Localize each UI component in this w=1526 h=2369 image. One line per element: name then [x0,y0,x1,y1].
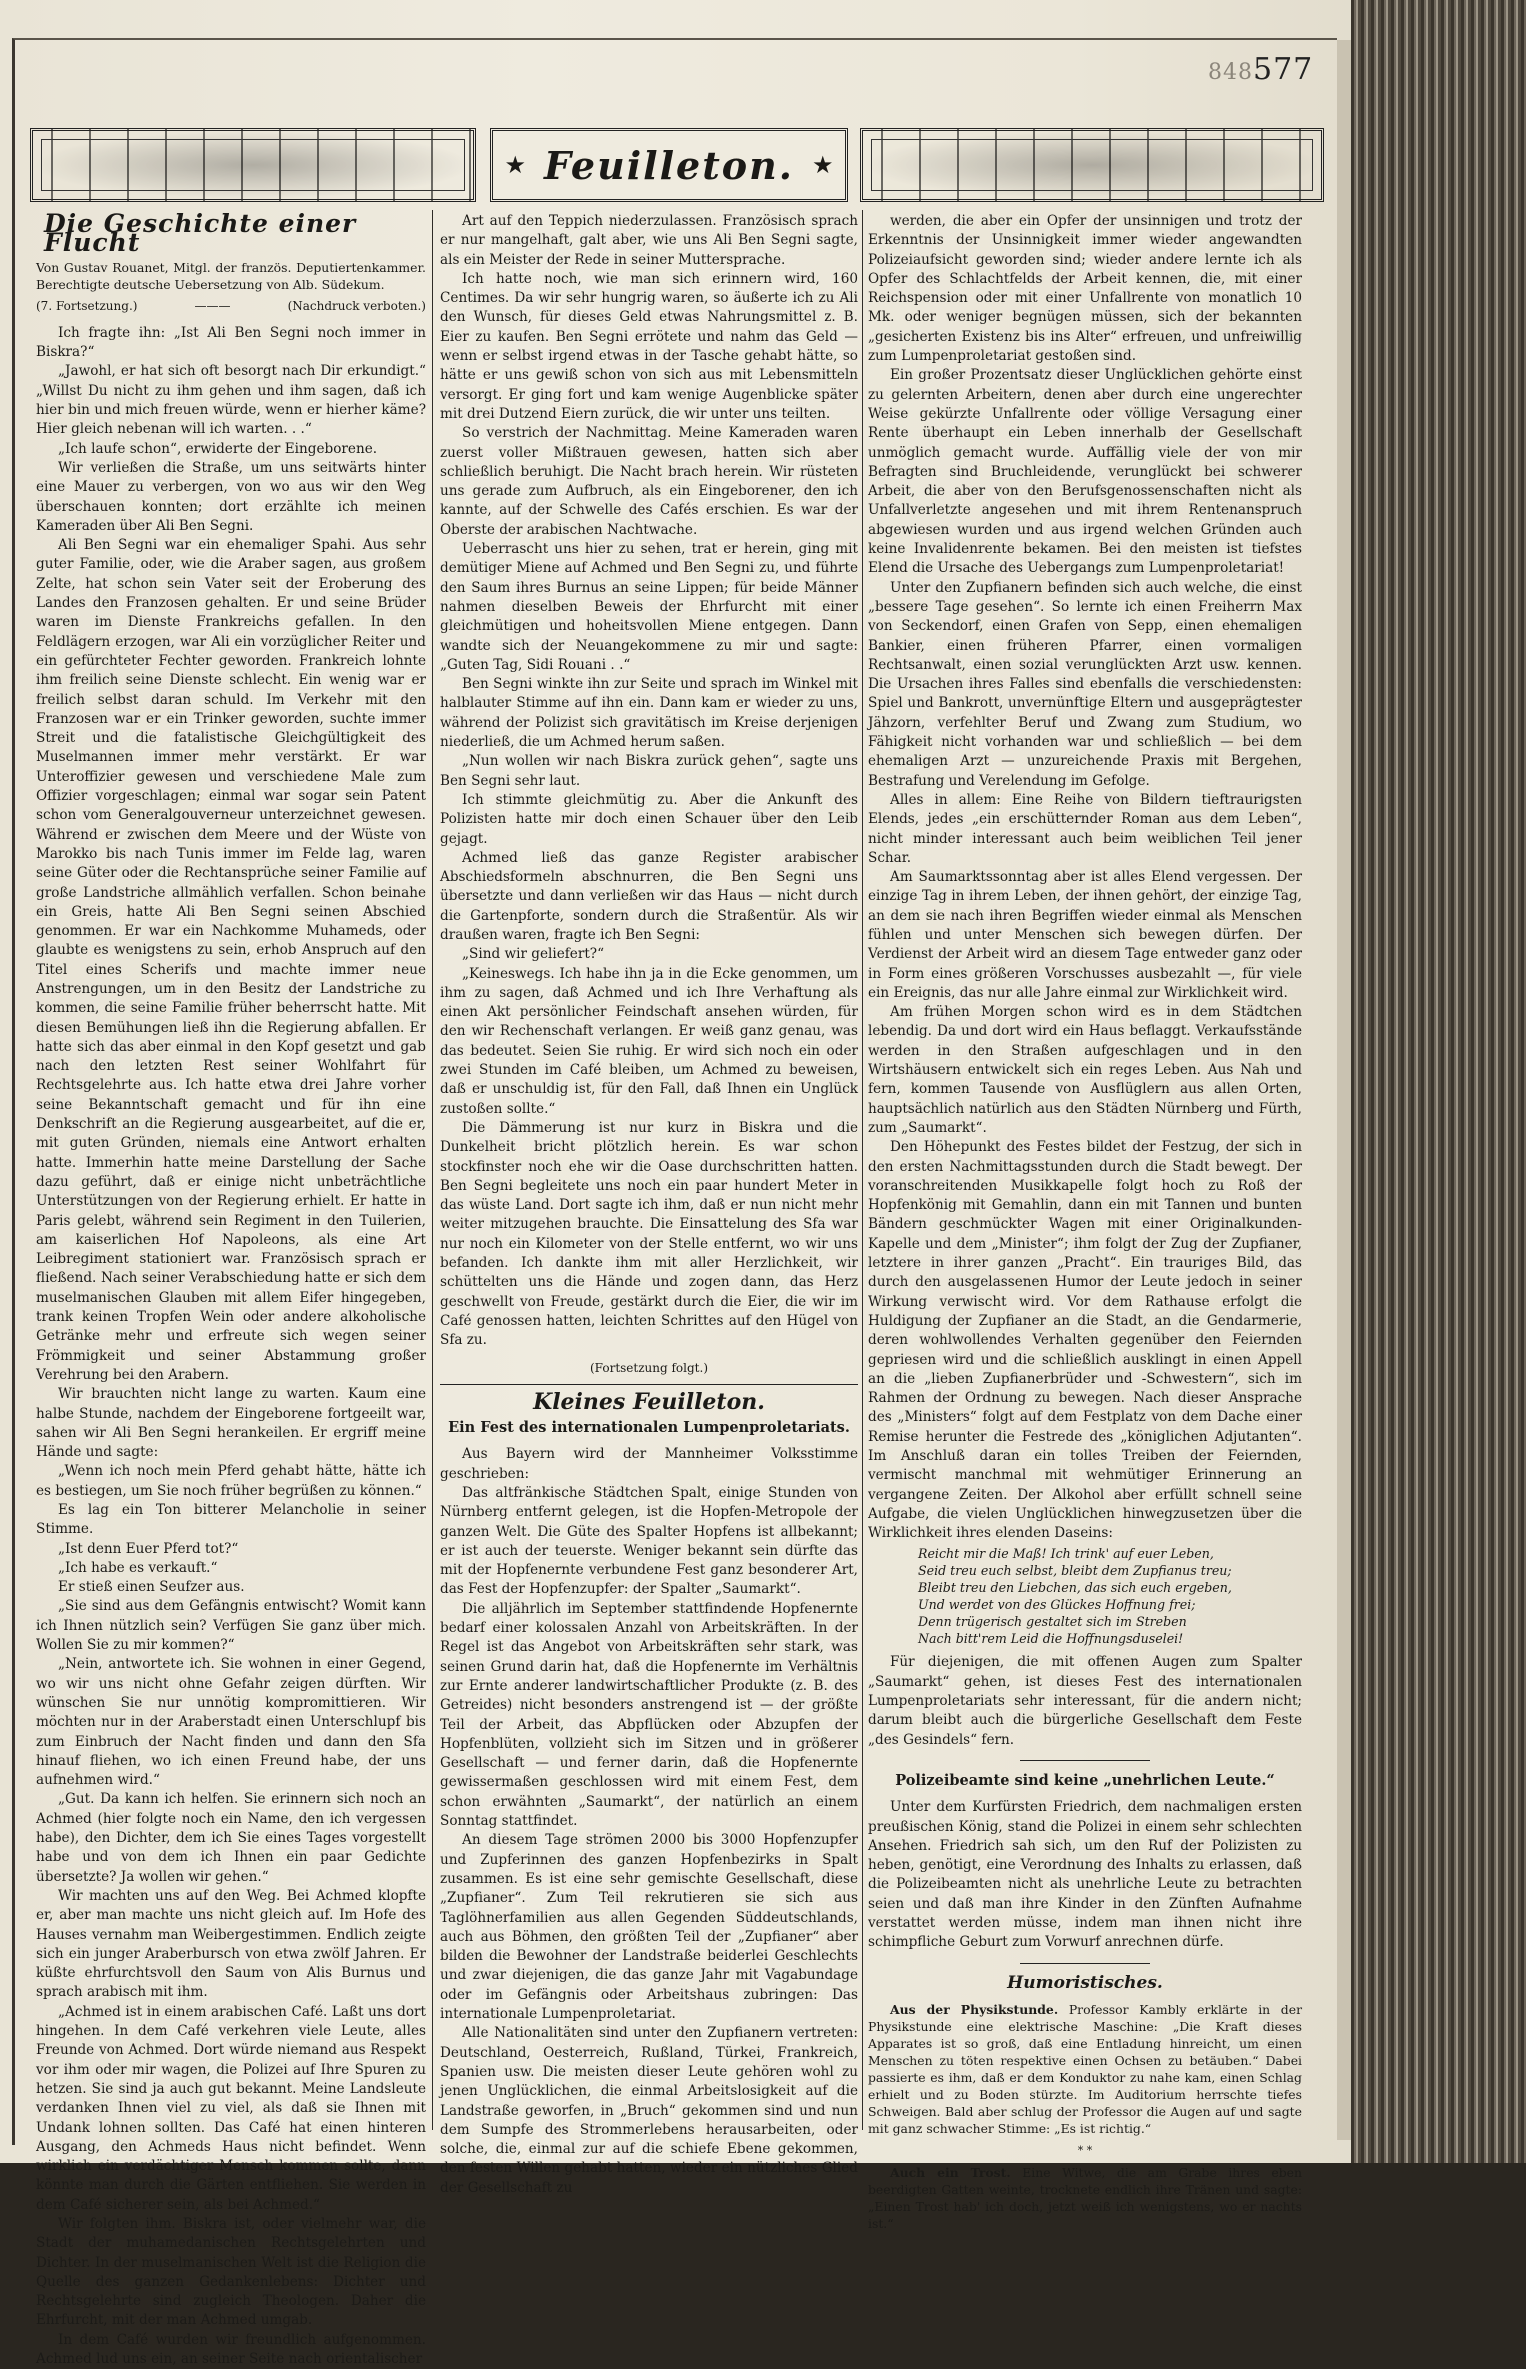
column-rule [862,210,863,2130]
section-title: Kleines Feuilleton. [533,1388,765,1415]
paragraph: Alles in allem: Eine Reihe von Bildern tieftraurigsten Elends, jedes „ein erschütternder Roman aus dem Leben“, nicht minder interessant auch beim weiblichen Teil jener Schar. [868,791,1302,866]
article-meta [36,297,426,316]
article-body-col1 [36,324,426,2369]
poem [868,1545,1302,1647]
star-icon: ★ [504,151,527,179]
paragraph: So verstrich der Nachmittag. Meine Kameraden waren zuerst voller Mißtrauen gewesen, hatten sich aber schließlich beruhigt. Die Nacht brach herein. Wir rüsteten uns gerade zum Aufbruch, als ein Eingeborener, den ich kannte, auf der Schwelle des Cafés erschien. Es war der Oberste der arabischen Nachtwache. [440,425,858,538]
divider [1020,1760,1150,1761]
item-body-col2 [440,1484,858,2198]
poem-line: Denn trügerisch gestaltet sich im Streben [918,1614,1187,1630]
page-number-main: 577 [1253,52,1314,87]
paragraph: „Sind wir geliefert?“ [462,946,605,963]
paragraph: Die alljährlich im September stattfindende Hopfenernte bedarf einer kolossalen Anzahl von Arbeitskräften. In der Regel ist das Angebot von Arbeitskräften sehr stark, was seinen Grund darin hat, daß die Hopfenernte im Verhältnis zur Ernte anderer landwirtschaftlicher Produkte (z. B. des Getreides) nicht besonders anstrengend ist — der größte Teil der Arbeit, das Abpflücken oder Abzupfen der Hopfenblüten, vollzieht sich im Sitzen und in größerer Gesellschaft — und ferner darin, daß die Hopfenernte gewissermaßen geschlossen wird mit einem Fest, dem schon erwähnten „Saumarkt“, der natürlich an einem Sonntag stattfindet. [440,1600,858,1830]
anecdote-head: Aus der Physikstunde. [890,2001,1059,2017]
anecdote-text: Professor Kambly erklärte in der Physikstunde eine elektrische Maschine: „Die Kraft dieses Apparates ist so groß, daß eine Entladung hinreicht, um einen Menschen zu töten respektive einen Ochsen zu betäuben.“ Dabei passierte es ihm, daß er dem Konduktor zu nahe kam, einen Schlag erhielt und zu Boden stürzte. Im Auditorium herrschte tiefes Schweigen. Bald aber schlug der Professor die Augen auf und sagte mit ganz schwacher Stimme: „Es ist richtig.“ [868,2001,1302,2136]
paragraph: Es lag ein Ton bitterer Melancholie in seiner Stimme. [36,1502,426,1538]
poem-line: Seid treu euch selbst, bleibt dem Zupfianus treu; [918,1563,1232,1579]
separator-stars: * * [1077,2143,1093,2157]
item-intro: Aus Bayern wird der Mannheimer Volksstimme geschrieben: [440,1446,858,1482]
column-1 [36,209,426,2368]
paragraph: „Keineswegs. Ich habe ihn ja in die Ecke genommen, um ihm zu sagen, daß Achmed und ich Ihre Verhaftung als einen Akt persönlicher Feindschaft ansehen würden, für den wir Rechenschaft verlangen. Er weiß ganz genau, was das bedeutet. Seien Sie ruhig. Er wird sich noch ein oder zwei Stunden im Café bleiben, um Achmed zu beweisen, daß er unschuldig ist, für den Fall, daß Ihnen ein Unglück zustoßen sollte.“ [440,965,858,1117]
paragraph: Ich hatte noch, wie man sich erinnern wird, 160 Centimes. Da wir sehr hungrig waren, so äußerte ich zu Ali den Wunsch, für dieses Geld etwas Nahrungsmittel z. B. Eier zu kaufen. Ben Segni errötete und nahm das Geld — wenn er selbst irgend etwas in der Tasche gehabt hätte, so hätte er uns gewiß schon von sich aus mit Lebensmitteln versorgt. Er ging fort und kam wenige Augenblicke später mit drei Dutzend Eiern zurück, die wir unter uns teilten. [440,270,858,422]
item-conclusion: Für diejenigen, die mit offenen Augen zum Spalter „Saumarkt“ gehen, ist dieses Fest des internationalen Lumpenproletariats sehr interessant, für die andern nicht; darum bleibt auch die bürgerliche Gesellschaft dem Feste „des Gesindels“ fern. [868,1654,1302,1748]
paragraph: „Nun wollen wir nach Biskra zurück gehen“, sagte uns Ben Segni sehr laut. [440,753,858,789]
section-divider [440,1384,858,1385]
page-number-faint: 848 [1208,60,1253,85]
paragraph: „Sie sind aus dem Gefängnis entwischt? Womit kann ich Ihnen nützlich sein? Verfügen Sie ganz über mich. Wollen Sie zu mir kommen?“ [36,1598,426,1654]
ornament-left [30,128,476,202]
paragraph: Wir folgten ihm. Biskra ist, oder vielmehr war, die Stadt der muhamedanischen Rechtsgelehrten und Dichter. In der muselmanischen Welt ist die Religion die Quelle des ganzen Gedankenlebens: Dichter und Rechtsgelehrte sind zugleich Theologen. Daher die Ehrfurcht, mit der man Achmed umgab. [36,2215,426,2329]
anecdote-head: Auch ein Trost. [890,2165,1011,2181]
article-rights: (Nachdruck verboten.) [287,298,426,313]
paragraph: „Ist denn Euer Pferd tot?“ [58,1540,239,1557]
paragraph: An diesem Tage strömen 2000 bis 3000 Hopfenzupfer und Zupferinnen des ganzen Hopfenbezirks in Spalt zusammen. Es ist eine sehr gemischte Gesellschaft, diese „Zupfianer“. Zum Teil rekrutieren sie sich aus Taglöhnerfamilien aus allen Gegenden Süddeutschlands, auch aus Böhmen, den größten Teil der „Zupfianer“ aber bilden die Bewohner der Landstraße beiderlei Geschlechts und zwar diejenigen, die das ganze Jahr mit Vagabundage oder im Gefängnis oder Arbeitshaus zubringen: Das internationale Lumpenproletariat. [440,1832,858,2023]
column-3 [868,212,1302,2232]
masthead-title-box [490,128,848,202]
article-byline: Von Gustav Rouanet, Mitgl. der französ. Deputiertenkammer. Berechtigte deutsche Uebersetzung von Alb. Südekum. [36,259,426,292]
article-part: (7. Fortsetzung.) [36,298,138,313]
column-2 [440,212,858,2196]
article-body-col2 [440,212,858,1351]
paragraph: Art auf den Teppich niederzulassen. Französisch sprach er nur mangelhaft, galt aber, wie uns Ali Ben Segni sagte, als ein Meister der Rede in seiner Muttersprache. [440,213,858,268]
poem-line: Nach bitt'rem Leid die Hoffnungsduselei! [918,1631,1184,1647]
paragraph: „Jawohl, er hat sich oft besorgt nach Dir erkundigt.“ „Willst Du nicht zu ihm gehen und ihm sagen, daß ich hier bin und mich freuen würde, wenn er hierher käme? Hier gleich nebenan will ich warten. . .“ [36,363,426,438]
paragraph: Wir verließen die Straße, um uns seitwärts hinter eine Mauer zu verbergen, von wo aus wir den Weg überschauen konnten; dort erzählte ich meinen Kameraden über Ali Ben Segni. [36,459,426,534]
paragraph: Am frühen Morgen schon wird es in dem Städtchen lebendig. Da und dort wird ein Haus beflaggt. Verkaufsstände werden in den Straßen aufgeschlagen und in den Wirtshäusern entwickelt sich ein reges Leben. Aus Nah und fern, kommen Tausende von Ausflüglern aus allen Orten, hauptsächlich natürlich aus den Städten Nürnberg und Fürth, zum „Saumarkt“. [868,1004,1302,1136]
paragraph: Er stieß einen Seufzer aus. [58,1579,245,1596]
poem-line: Und werdet von des Glückes Hoffnung frei; [918,1597,1196,1613]
item-title: Humoristisches. [1007,1972,1163,1993]
paragraph: Alle Nationalitäten sind unter den Zupfianern vertreten: Deutschland, Oesterreich, Rußland, Türkei, Frankreich, Spanien usw. Die meisten dieser Leute gehören wohl zu jenen Unglücklichen, die einmal Arbeitslosigkeit auf die Landstraße geworfen, in „Bruch“ gekommen sind und nun dem Sumpfe des Strommerlebens herausarbeiten, oder solche, die, einmal zur auf die schiefe Ebene gekommen, den festen Willen gehabt hatten, wieder ein nützliches Glied der Gesellschaft zu [440,2025,858,2196]
masthead [30,128,1320,200]
paragraph: „Ich laufe schon“, erwiderte der Eingeborene. [58,440,378,457]
anecdote [868,2164,1302,2232]
paragraph: Unter den Zupfianern befinden sich auch welche, die einst „bessere Tage gesehen“. So lernte ich einen Freiherrn Max von Seckendorf, einen Grafen von Sepp, einen ehemaligen Bankier, einen früheren Pfarrer, einen vormaligen Rechtsanwalt, einen sozial verunglückten Arzt usw. kennen. Die Ursachen ihres Falles sind ebenfalls die verschiedensten: Spiel und Bankrott, unvernünftige Eltern und ausgeprägtester Jähzorn, verfehlter Beruf und Zwang zum Studium, wo Fähigkeit nicht vorhanden war und schließlich — bei dem ehemaligen Arzt — unzureichende Praxis mit Bergehen, Bestrafung und Verelendung im Gefolge. [868,579,1302,789]
paragraph: „Ich habe es verkauft.“ [58,1559,218,1576]
paragraph: „Achmed ist in einem arabischen Café. Laßt uns dort hingehen. In dem Café verkehren viele Leute, alles Freunde von Achmed. Dort würde niemand aus Respekt vor ihm oder mir wagen, die Polizei auf Ihre Spuren zu hetzen. Sie sind ja auch gut bekannt. Meine Landsleute verdanken Ihnen viel zu viel, als daß sie Ihnen mit Undank lohnen sollten. Das Café hat einen hinteren Ausgang, den Achmeds Haus nicht befindet. Wenn wirklich ein verdächtiger Mensch kommen sollte, dann könnte man durch die Gärten entfliehen. Sie werden in dem Café sicherer sein, als bei Achmed.“ [36,2003,426,2213]
anecdote [868,2001,1302,2137]
item-title: Ein Fest des internationalen Lumpenproletariats. [448,1419,850,1437]
paragraph: Wir brauchten nicht lange zu warten. Kaum eine halbe Stunde, nachdem der Eingeborene fortgeeilt war, sahen wir Ali Ben Segni herankeilen. Er ergriff meine Hände und sagte: [36,1386,426,1461]
anecdote-text: Eine Witwe, die am Grabe ihres eben beerdigten Gatten weinte, trocknete endlich ihre Tränen und sagte: „Einen Trost hab' ich doch, jetzt weiß ich wenigstens, wo er nachts ist.“ [868,2165,1302,2232]
article-rule: ——— [194,298,231,313]
paragraph: „Nein, antwortete ich. Sie wohnen in einer Gegend, wo wir uns nicht ohne Gefahr zeigen dürften. Wir wünschen Sie nur unnötig kompromittieren. Wir möchten nur in der Araberstadt einen Unterschlupf bis zum Einbruch der Nacht finden und dann den Sfa hinauf fliehen, wo ich einen Freund habe, der uns aufnehmen wird.“ [36,1656,426,1789]
divider [1020,1963,1150,1964]
paragraph: Achmed ließ das ganze Register arabischer Abschiedsformeln abschnurren, die Ben Segni uns übersetzte und dann verließen wir das Haus — nicht durch die Gartenpforte, sondern durch die Straßentür. Als wir draußen waren, fragte ich Ben Segni: [440,849,858,943]
book-spine [1351,0,1526,2163]
ornament-right [860,128,1324,202]
paragraph: Ich fragte ihn: „Ist Ali Ben Segni noch immer in Biskra?“ [36,324,426,361]
paragraph: „Gut. Da kann ich helfen. Sie erinnern sich noch an Achmed (hier folgte noch ein Name, den ich vergessen habe), den Dichter, dem ich Sie eines Tages vorgestellt habe und von dem ich Ihnen ein paar Gedichte übersetzte? Ja wollen wir gehen.“ [36,1791,426,1885]
paragraph: Ueberrascht uns hier zu sehen, trat er herein, ging mit demütiger Miene auf Achmed und Ben Segni zu, und führte den Saum ihres Burnus an seine Lippen; für beide Männer nahmen dieselben Beweis der Ehrfurcht mit einer gleichmütigen und hoheitsvollen Miene entgegen. Dann wandte sich der Neuangekommene zu mir und sagte: „Guten Tag, Sidi Rouani . .“ [440,541,858,673]
paragraph: Ein großer Prozentsatz dieser Unglücklichen gehörte einst zu gelernten Arbeitern, denen aber durch eine ungerechter Weise gekürzte Unfallrente oder völlige Versagung einer Rente überhaupt ein Leben innerhalb der Gesellschaft unmöglich gemacht wurde. Auffällig viele der von mir Befragten sind Bruchleidende, verunglückt bei schwerer Arbeit, die aber von den Berufsgenossenschaften nicht als Unfallverletzte angesehen und mit ihrem Rentenanspruch abgewiesen wurden und aus irgend welchen Gründen auch keine Invalidenrente bekamen. Bei den meisten ist tiefstes Elend die Ursache des Uebergangs zum Lumpenproletariat! [868,367,1302,577]
paragraph: werden, die aber ein Opfer der unsinnigen und trotz der Erkenntnis der Unsinnigkeit immer wieder angewandten Polizeiaufsicht geworden sind; wieder andere lernte ich als Opfer des Schlachtfelds der Arbeit kennen, die, mit einer Reichspension oder mit einer Unfallrente von monatlich 10 Mk. oder weniger begnügen müssen, sich der bekannten „gesicherten Existenz bis ins Alter“ erfreuen, und unfreiwillig zum Lumpenproletariat gestoßen sind. [868,213,1302,365]
page-number [1208,52,1313,87]
paragraph: Den Höhepunkt des Festes bildet der Festzug, der sich in den ersten Nachmittagsstunden durch die Stadt bewegt. Der voranschreitenden Musikkapelle folgt hoch zu Roß der Hopfenkönig mit Gemahlin, dann ein mit Tannen und bunten Bändern geschmückter Wagen mit einer Originalkunden-Kapelle und dem „Minister“; ihm folgt der Zug der Zupfianer, letztere in ihrer ganzen „Pracht“. Ein trauriges Bild, das durch den ausgelassenen Humor der Leute jedoch in seiner Wirkung verwischt wird. Vor dem Rathause erfolgt die Huldigung der Zupfianer an die Stadt, an die Gendarmerie, deren wohlwollendes Verhalten gegenüber den Feiernden gepriesen wird und die schließlich ausklingt in einen Appell an die „lieben Zupfianerbrüder und -Schwestern“, sich im Rahmen der Ordnung zu bewegen. Nach dieser Ansprache des „Ministers“ folgt auf dem Festplatz von dem Dache einer Remise herunter die Festrede des „königlichen Adjutanten“. Im Anschluß daran ein tolles Treiben der Feiernden, vermischt manchmal mit wehmütiger Erinnerung an vergangene Zeiten. Der Alkohol aber erfüllt schnell seine Aufgabe, die vielen Unglücklichen hinwegzusetzen über die Wirklichkeit ihres elenden Daseins: [868,1139,1302,1542]
masthead-title: Feuilleton. [544,142,794,188]
star-icon: ★ [811,151,834,179]
paragraph: Die Dämmerung ist nur kurz in Biskra und die Dunkelheit bricht plötzlich herein. Es war schon stockfinster noch ehe wir die Oase durchschritten hatten. Ben Segni begleitete uns noch ein paar hundert Meter in das wüste Land. Dort sagte ich ihm, daß er nun nicht mehr weiter mitzugehen brauchte. Die Einsattelung des Sfa war nur noch ein Kilometer von der Stelle entfernt, wo wir uns befanden. Ich dankte ihm mit aller Herzlichkeit, wir schüttelten uns die Hände und zogen dann, das Herz geschwellt von Freude, gestärkt durch die Eier, die wir im Café genossen hatten, leichten Schrittes auf den Hügel von Sfa zu. [440,1119,858,1349]
item-title: Polizeibeamte sind keine „unehrlichen Leute.“ [895,1771,1275,1789]
paragraph: „Wenn ich noch mein Pferd gehabt hätte, hätte ich es bestiegen, um Sie noch früher begrüßen zu können.“ [36,1463,426,1499]
item-body-col3 [868,212,1302,1543]
poem-line: Reicht mir die Maß! Ich trink' auf euer Leben, [918,1546,1214,1562]
paragraph: Ich stimmte gleichmütig zu. Aber die Ankunft des Polizisten hatte mir doch einen Schauer über den Leib gejagt. [440,791,858,847]
paragraph: Ali Ben Segni war ein ehemaliger Spahi. Aus sehr guter Familie, oder, wie die Araber sagen, aus großem Zelte, hat schon sein Vater seit der Eroberung des Landes den Franzosen gehalten. Er und seine Brüder waren im Dienste Frankreichs gefallen. In den Feldlägern erzogen, war Ali ein vorzüglicher Reiter und ein gefürchteter Fechter geworden. Frankreich lohnte ihm freilich seine Dienste schlecht. Ein wenig war er freilich selbst daran schuld. Im Verkehr mit den Franzosen war er ein Trinker geworden, suchte immer Streit und die fatalistische Gleichgültigkeit des Muselmannen immer mehr verstärkt. Er war Unteroffizier gewesen und verschiedene Male zum Offizier vorgeschlagen; einmal war sogar sein Patent schon vom Generalgouverneur unterzeichnet gewesen. Während er zwischen dem Meere und der Wüste von Marokko bis nach Tunis immer im Felde lag, waren seine Güter oder die Rechtansprüche seiner Familie auf große Landstriche allmählich verfallen. Schon beinahe ein Greis, hatte Ali Ben Segni seinen Abschied genommen. Er war ein Nachkomme Muhameds, oder glaubte es wenigstens zu sein, erhob Anspruch auf den Titel eines Scherifs und machte immer neue Anstrengungen, um in den Besitz der Landstriche zu kommen, die seine Familie früher beherrscht hatte. Mit diesen Bemühungen ließ ihn die Regierung abfallen. Er hatte sich das aber einmal in den Kopf gesetzt und gab nach den letzten Rest seiner Wohlfahrt für Rechtsgelehrte aus. Ich hatte etwa drei Jahre vorher seine Bekanntschaft gemacht und für ihn eine Denkschrift an die Regierung ausgearbeitet, auf die er, mit guten Gründen, niemals eine Antwort erhalten hatte. Immerhin hatte meine Darstellung der Sache dazu geführt, daß er einige nicht unbeträchtliche Unterstützungen von der Regierung erhielt. Er hatte in Paris gelebt, während sein Regiment in den Tuilerien, am kaiserlichen Hof Napoleons, als eine Art Leibregiment stationiert war. Französisch sprach er fließend. Nach seiner Verabschiedung hatte er sich dem muselmanischen Glauben mit allem Eifer hingegeben, trank keinen Tropfen Wein oder andere alkoholische Getränke mehr und erfreute sich wegen seiner Frömmigkeit und seiner Abstammung großer Verehrung bei den Arabern. [36,537,426,1383]
poem-line: Bleibt treu den Liebchen, das sich euch ergeben, [918,1580,1232,1596]
paragraph: Am Saumarktssonntag aber ist alles Elend vergessen. Der einzige Tag in ihrem Leben, der ihnen gehört, der einzige Tag, an dem sie nach ihren Begriffen wieder einmal als Menschen fühlen und unter Menschen sich bewegen dürfen. Der Verdienst der Arbeit wird an diesem Tage entweder ganz oder in Form eines größeren Vorschusses ausbezahlt —, für viele ein Ereignis, das nur alle Jahre einmal zur Wirklichkeit wird. [868,869,1302,1001]
item-body: Unter dem Kurfürsten Friedrich, dem nachmaligen ersten preußischen König, stand die Polizei in einem sehr schlechten Ansehen. Friedrich sah sich, um den Ruf der Polizisten zu heben, genötigt, eine Verordnung des Inhalts zu erlassen, daß die Polizeibeamten nicht als unehrliche Leute zu betrachten seien und daß man ihre Kinder in den Zünften Aufnahme verstattet werden müsse, indem man ihnen nicht ihre schimpfliche Geburt zum Vorwurf anrechnen dürfe. [868,1799,1302,1951]
column-rule [432,210,433,2130]
paragraph: In dem Café wurden wir freundlich aufgenommen. Achmed lud uns ein, an seiner Seite nach orientalischer [36,2331,426,2368]
paragraph: Wir machten uns auf den Weg. Bei Achmed klopfte er, aber man machte uns nicht gleich auf. Im Hofe des Hauses vernahm man Weibergestimmen. Endlich zeigte sich ein junger Araberbursch von etwa zwölf Jahren. Er küßte ehrfurchtsvoll den Saum von Alis Burnus und sprach arabisch mit ihm. [36,1887,426,2001]
article-title: Die Geschichte einer Flucht [44,209,357,258]
paragraph: Das altfränkische Städtchen Spalt, einige Stunden von Nürnberg entfernt gelegen, ist die Hopfen-Metropole der ganzen Welt. Die Güte des Spalter Hopfens ist allbekannt; er ist auch der teuerste. Weniger bekannt sein dürfte das mit der Hopfenernte verbundene Fest ganz besonderer Art, das Fest der Hopfenzupfer: der Spalter „Saumarkt“. [440,1485,858,1598]
page-edge [1337,40,1351,2140]
paragraph: Ben Segni winkte ihn zur Seite und sprach im Winkel mit halblauter Stimme auf ihn ein. Dann kam er wieder zu uns, während der Polizist sich gravitätisch im Kreise derjenigen niederließ, die um Achmed herum saßen. [440,676,858,751]
continued-note: (Fortsetzung folgt.) [590,1360,708,1375]
